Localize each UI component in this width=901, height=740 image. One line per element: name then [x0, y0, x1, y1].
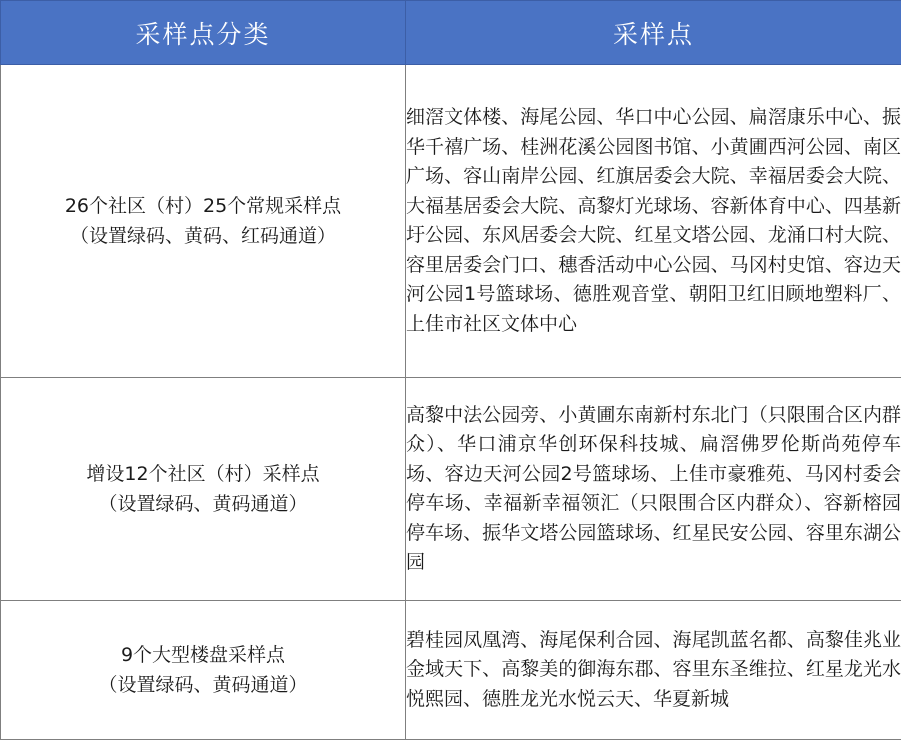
table-row [1, 601, 901, 740]
category-note: （设置绿码、黄码通道） [1, 670, 405, 700]
table-row [1, 378, 901, 601]
category-cell [1, 601, 406, 740]
category-cell [1, 378, 406, 601]
category-main: 9个大型楼盘采样点 [1, 640, 405, 670]
header-category: 采样点分类 [1, 1, 406, 65]
category-note: （设置绿码、黄码通道） [1, 489, 405, 519]
category-main: 26个社区（村）25个常规采样点 [1, 191, 405, 221]
sites-cell: 细滘文体楼、海尾公园、华口中心公园、扁滘康乐中心、振华千禧广场、桂洲花溪公园图书馆、小黄圃西河公园、南区广场、容山南岸公园、红旗居委会大院、幸福居委会大院、大福基居委会大院、高黎灯光球场、容新体育中心、四基新圩公园、东风居委会大院、红星文塔公园、龙涌口村大院、容里居委会门口、穗香活动中心公园、马冈村史馆、容边天河公园1号篮球场、德胜观音堂、朝阳卫红旧顾地塑料厂、上佳市社区文体中心 [406, 65, 901, 378]
table-header-row [1, 1, 901, 65]
sites-cell: 碧桂园凤凰湾、海尾保利合园、海尾凯蓝名都、高黎佳兆业金域天下、高黎美的御海东郡、容里东圣维拉、红星龙光水悦熙园、德胜龙光水悦云天、华夏新城 [406, 601, 901, 740]
category-cell [1, 65, 406, 378]
category-note: （设置绿码、黄码、红码通道） [1, 221, 405, 251]
sites-cell: 高黎中法公园旁、小黄圃东南新村东北门（只限围合区内群众）、华口浦京华创环保科技城、扁滘佛罗伦斯尚苑停车场、容边天河公园2号篮球场、上佳市豪雅苑、马冈村委会停车场、幸福新幸福领汇（只限围合区内群众）、容新榕园停车场、振华文塔公园篮球场、红星民安公园、容里东湖公园 [406, 378, 901, 601]
table-row [1, 65, 901, 378]
category-main: 增设12个社区（村）采样点 [1, 459, 405, 489]
header-sites: 采样点 [406, 1, 901, 65]
